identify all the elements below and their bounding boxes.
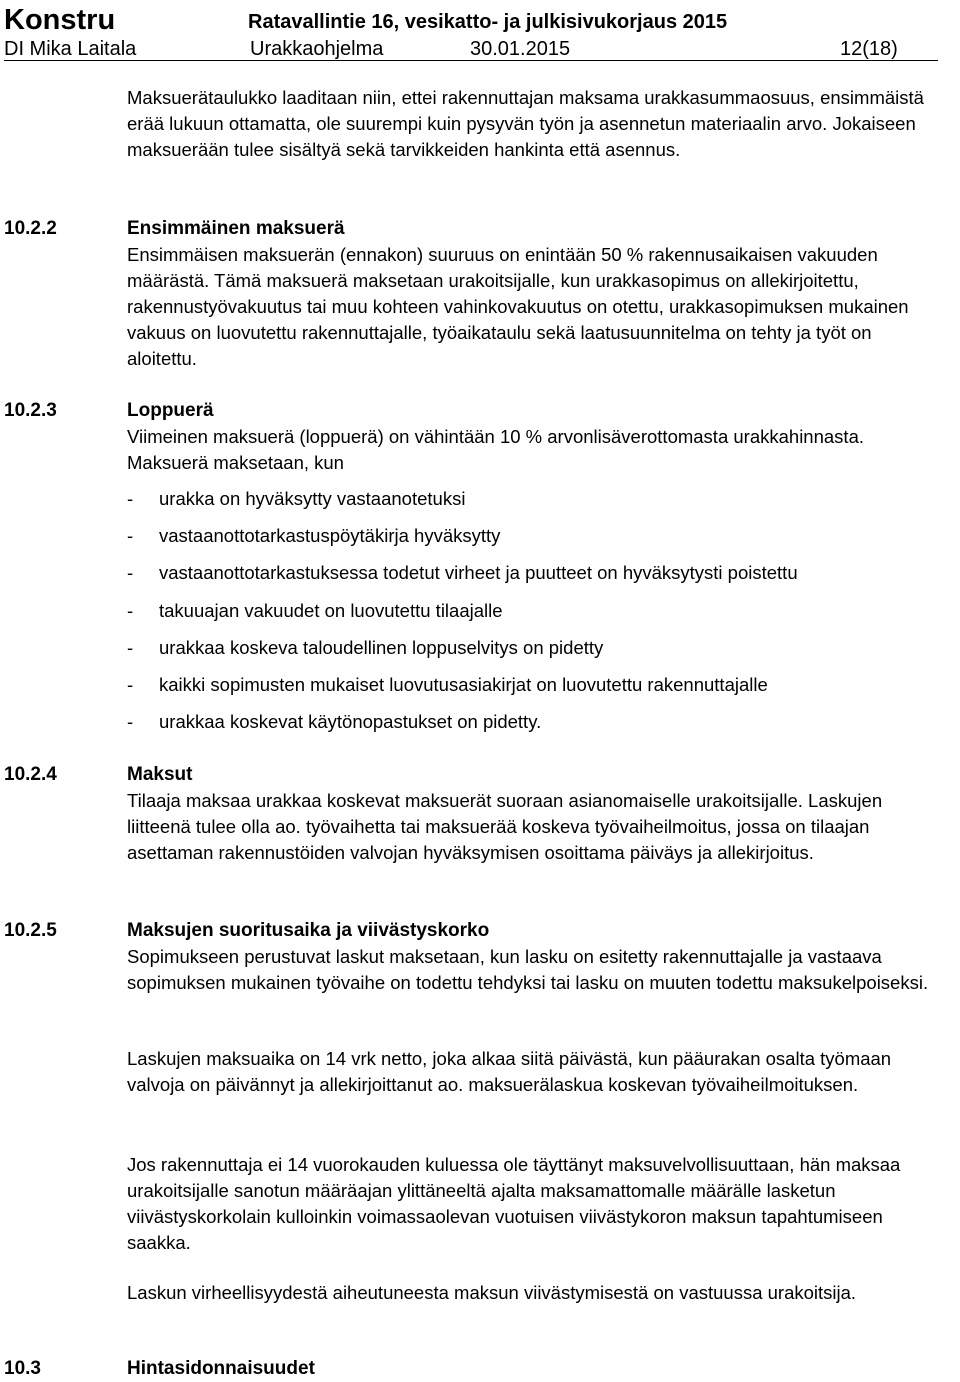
dash-marker: - — [127, 711, 134, 733]
list-item — [127, 560, 947, 597]
list-item-text: vastaanottotarkastuksessa todetut virheet ja puutteet on hyväksytysti poistettu — [159, 562, 798, 584]
dash-marker: - — [127, 636, 134, 658]
list-item — [127, 598, 947, 635]
section-paragraph-3-10-2-5: Jos rakennuttaja ei 14 vuorokauden kuluessa ole täyttänyt maksuvelvollisuuttaan, hän maksaa urakoitsijalle sanotun määräajan ylittäneeltä ajalta maksamattomalle määrälle lasketun viivästyskorkolain kulloinkin voimassaolevan vuotuisen viivästykoron maksun tapahtumiseen saakka. — [127, 1154, 901, 1253]
section-title-10-3: Hintasidonnaisuudet — [127, 1358, 315, 1379]
project-title: Ratavallintie 16, vesikatto- ja julkisivukorjaus 2015 — [248, 11, 728, 33]
dash-marker: - — [127, 599, 134, 621]
intro-paragraph: Maksuerätaulukko laaditaan niin, ettei rakennuttajan maksama urakkasummaosuus, ensimmäistä erää lukuun ottamatta, ole suurempi kuin pysyvän työn ja asennetun materiaalin arvo. Jokaiseen maksuerään tulee sisältyä sekä tarvikkeiden hankinta että asennus. — [127, 87, 924, 160]
list-item-text: urakkaa koskeva taloudellinen loppuselvitys on pidetty — [159, 636, 604, 658]
list-item — [127, 635, 947, 672]
list-item-text: takuuajan vakuudet on luovutettu tilaajalle — [159, 599, 503, 621]
section-paragraph-4-10-2-5: Laskun virheellisyydestä aiheutuneesta maksun viivästymisestä on vastuussa urakoitsija. — [127, 1282, 857, 1303]
author: DI Mika Laitala — [4, 38, 137, 60]
list-item-text: vastaanottotarkastuspöytäkirja hyväksytty — [159, 525, 501, 547]
page-header — [4, 4, 938, 61]
company-name: Konstru — [4, 4, 116, 36]
section-paragraph-1-10-2-5: Sopimukseen perustuvat laskut maksetaan, kun lasku on esitetty rakennuttajalle ja vastaava sopimuksen mukainen työvaihe on todettu tehdyksi tai lasku on muuten todettu maksukelpoiseksi. — [127, 946, 929, 993]
section-text-10-2-3: Viimeinen maksuerä (loppuerä) on vähintään 10 % arvonlisäverottomasta urakkahinnasta. Maksuerä maksetaan, kun — [127, 426, 864, 473]
document-name: Urakkaohjelma — [250, 38, 384, 60]
dash-marker: - — [127, 525, 134, 547]
document-date: 30.01.2015 — [470, 38, 571, 60]
list-item-text: kaikki sopimusten mukaiset luovutusasiakirjat on luovutettu rakennuttajalle — [159, 673, 768, 695]
section-title-10-2-3: Loppuerä — [127, 400, 214, 421]
list-item — [127, 709, 947, 746]
section-number-10-2-3: 10.2.3 — [4, 400, 57, 421]
dash-marker: - — [127, 488, 134, 509]
page-number: 12(18) — [840, 38, 898, 60]
section-number-10-2-5: 10.2.5 — [4, 920, 57, 941]
dash-marker: - — [127, 673, 134, 695]
dash-marker: - — [127, 562, 134, 584]
section-text-10-2-4: Tilaaja maksaa urakkaa koskevat maksuerät suoraan asianomaiselle urakoitsijalle. Laskujen liitteenä tulee olla ao. työvaihetta tai maksuerää koskeva työvaiheilmoitus, jossa on tilaajan asettaman rakennustöiden valvojan hyväksymisen osoittama päiväys ja allekirjoitus. — [127, 790, 883, 863]
list-item — [127, 486, 947, 523]
list-item-text: urakkaa koskevat käytönopastukset on pidetty. — [159, 711, 542, 733]
section-title-10-2-2: Ensimmäinen maksuerä — [127, 218, 345, 239]
section-title-10-2-4: Maksut — [127, 764, 193, 785]
section-text-10-2-2: Ensimmäisen maksuerän (ennakon) suuruus on enintään 50 % rakennusaikaisen vakuuden määrästä. Tämä maksuerä maksetaan urakoitsijalle, kun urakkasopimus on allekirjoitettu, rakennustyövakuutus tai muu kohteen vahinkovakuutus on otettu, urakkasopimuksen mukainen vakuus on luovutettu rakennuttajalle, työaikataulu sekä laatusuunnitelma on tehty ja työt on aloitettu. — [127, 244, 909, 369]
section-paragraph-2-10-2-5: Laskujen maksuaika on 14 vrk netto, joka alkaa siitä päivästä, kun pääurakan osalta työmaan valvoja on päivännyt ja allekirjoittanut ao. maksuerälaskua koskevan työvaiheilmoituksen. — [127, 1048, 892, 1095]
list-item — [127, 523, 947, 560]
section-title-10-2-5: Maksujen suoritusaika ja viivästyskorko — [127, 920, 490, 941]
section-number-10-2-2: 10.2.2 — [4, 218, 57, 239]
section-number-10-3: 10.3 — [4, 1358, 41, 1379]
list-item-text: urakka on hyväksytty vastaanotetuksi — [159, 488, 466, 509]
section-number-10-2-4: 10.2.4 — [4, 764, 57, 785]
list-item — [127, 672, 947, 709]
acceptance-conditions-list — [127, 486, 947, 746]
